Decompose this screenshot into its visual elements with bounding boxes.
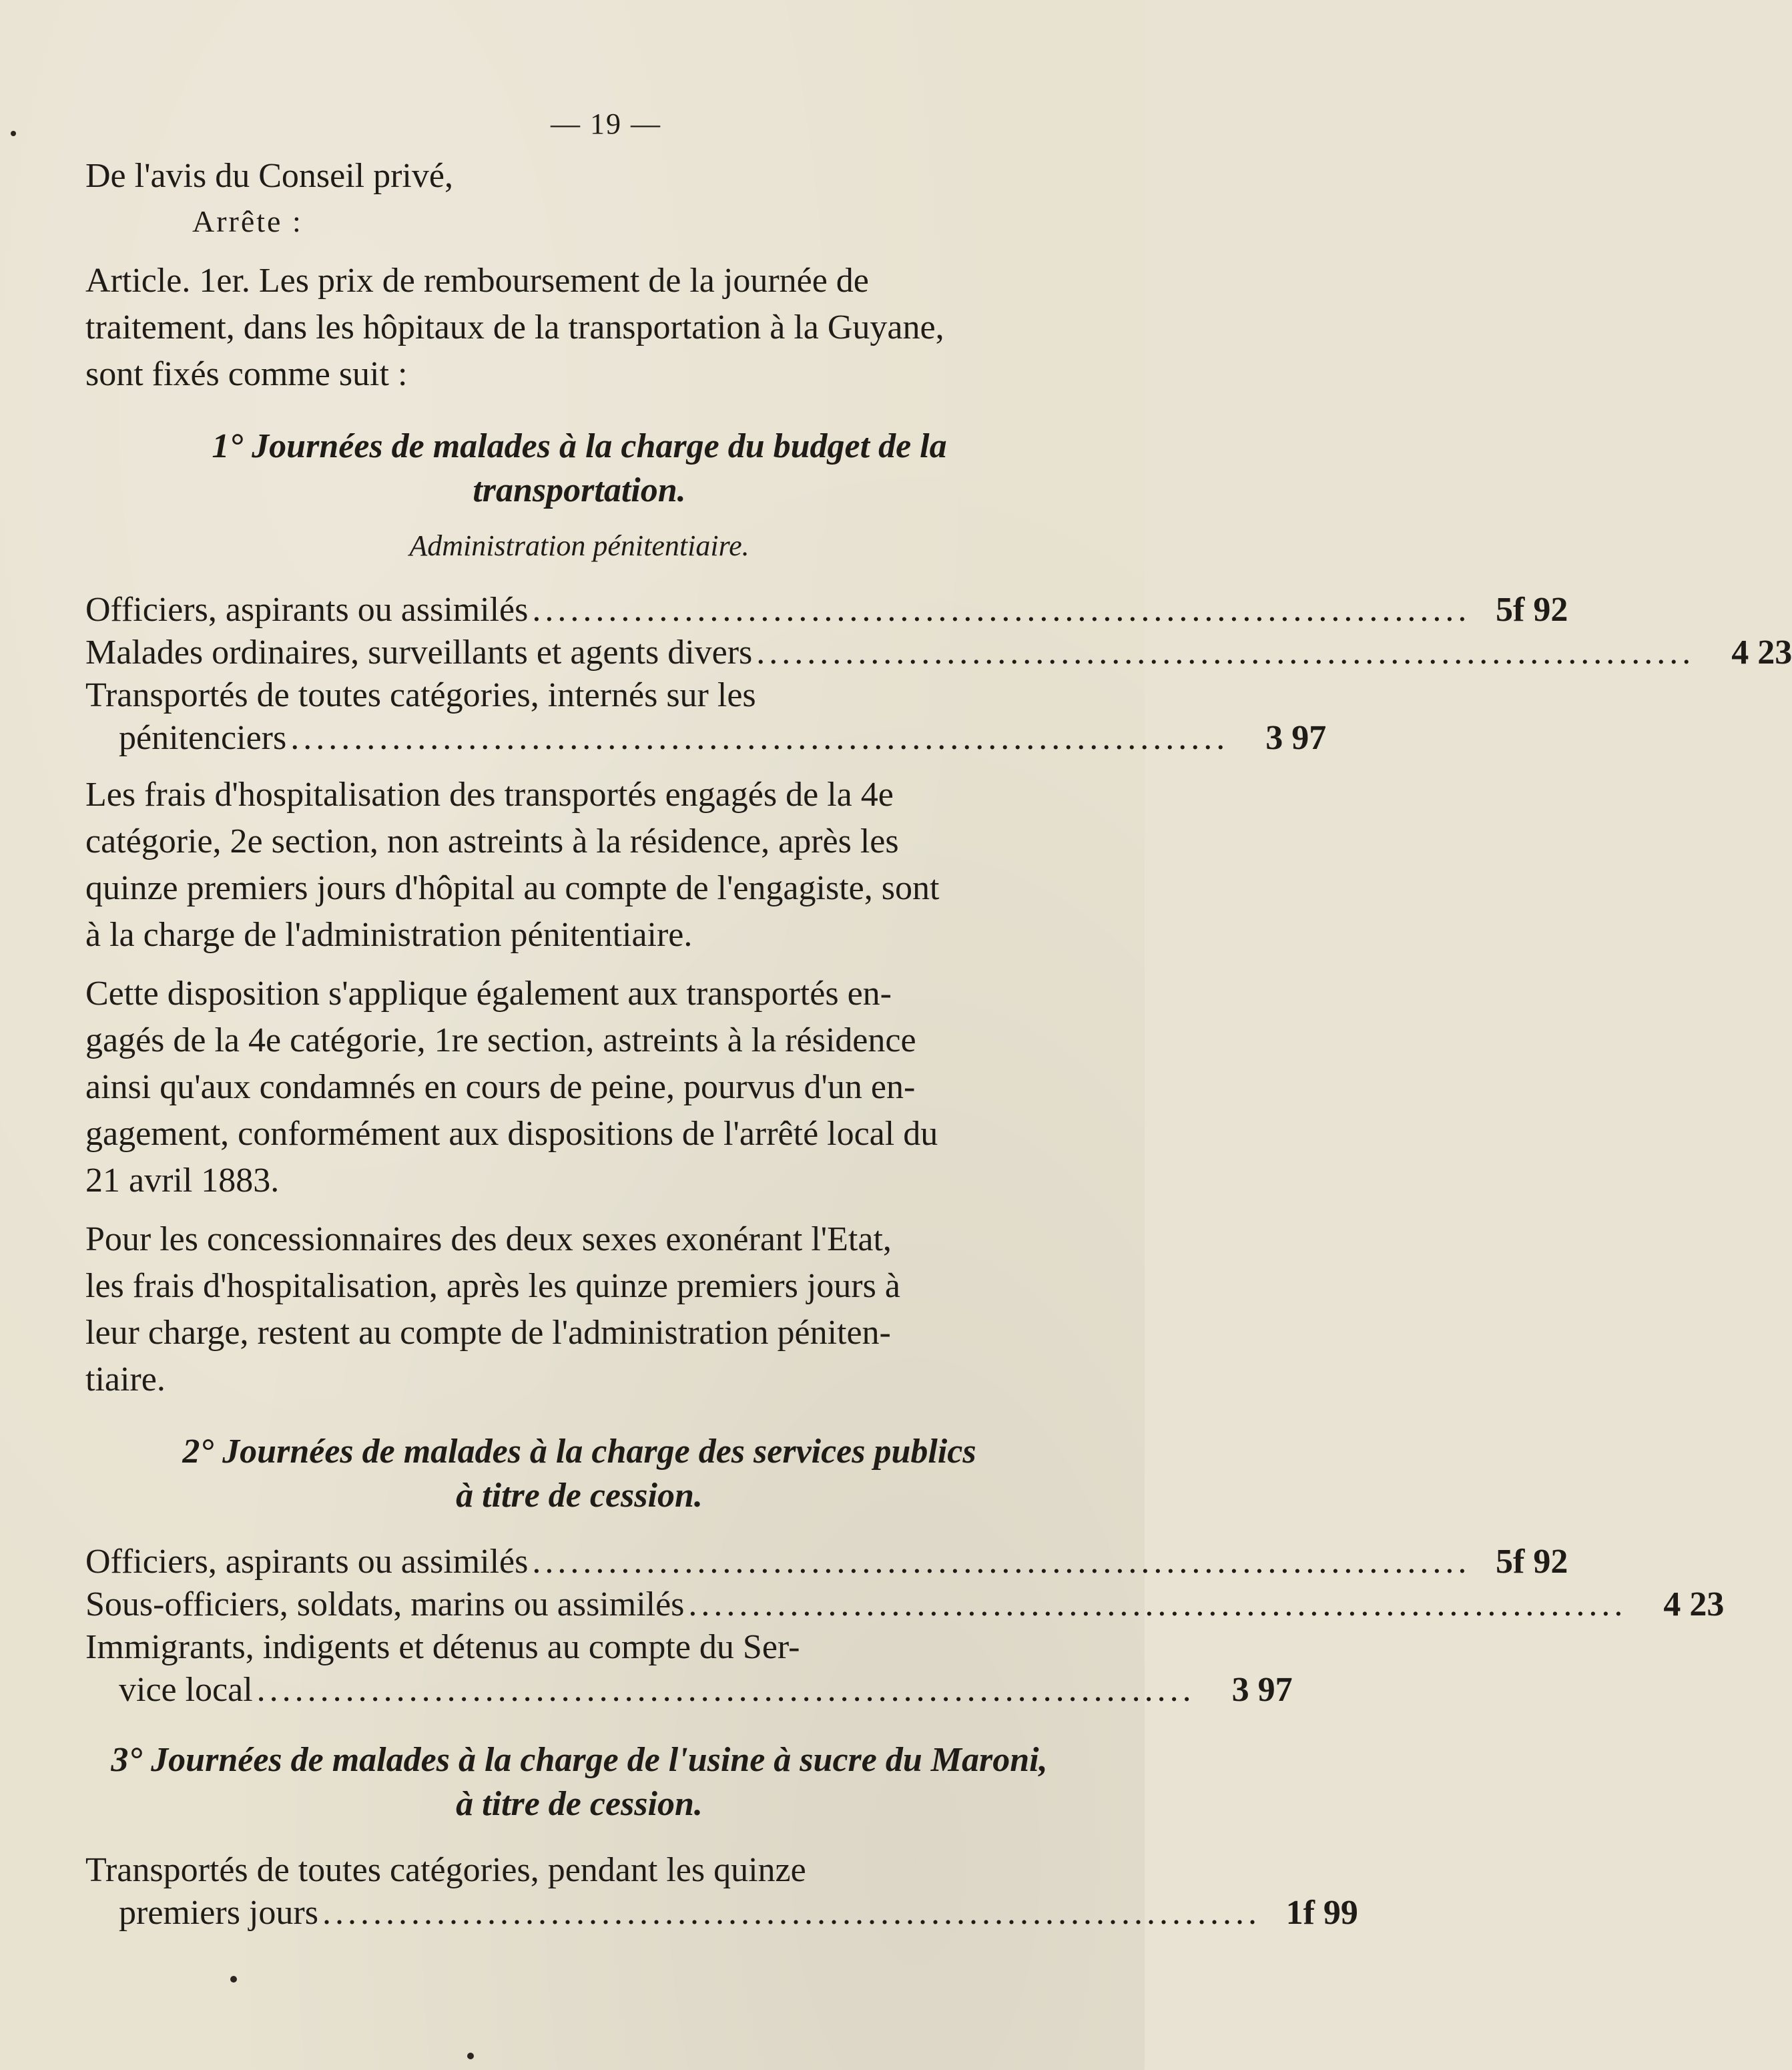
leader-dots: .......................................................................... <box>756 633 1695 672</box>
arrete-heading: Arrête : <box>192 204 303 238</box>
price-row <box>85 717 1327 760</box>
section-2-heading-line: à titre de cession. <box>456 1477 703 1515</box>
section-1-heading-line: transportation. <box>473 471 686 509</box>
price-value: 3 97 <box>1265 719 1327 757</box>
article-paragraph <box>85 258 1073 398</box>
paragraph-line: gagés de la 4e catégorie, 1re section, astreints à la résidence <box>85 1021 916 1059</box>
price-row <box>85 1669 1293 1712</box>
leader-dots: .......................................................................... <box>532 591 1471 629</box>
paragraph-line: leur charge, restent au compte de l'administration péniten- <box>85 1314 891 1352</box>
leader-dots: .......................................................................... <box>688 1585 1627 1623</box>
price-row-first-line <box>85 674 1073 717</box>
price-row-first-line <box>85 1849 1073 1892</box>
paragraph-line: à la charge de l'administration pénitentiaire. <box>85 916 693 954</box>
section-1-heading-line: 1° Journées de malades à la charge du budget de la <box>212 427 947 465</box>
paragraph-line: les frais d'hospitalisation, après les quinze premiers jours à <box>85 1267 900 1305</box>
article-line: Article. 1er. Les prix de remboursement de la journée de <box>85 262 869 300</box>
price-row-label: Officiers, aspirants ou assimilés <box>85 1543 529 1581</box>
price-row-label: Transportés de toutes catégories, pendant les quinze <box>85 1851 806 1889</box>
section-2 <box>85 1430 1725 1712</box>
body-paragraph <box>85 772 1073 959</box>
price-value: 5f 92 <box>1496 1543 1568 1581</box>
price-row <box>85 589 1568 631</box>
price-row-label: Malades ordinaires, surveillants et agents divers <box>85 633 753 672</box>
article-line: sont fixés comme suit : <box>85 355 408 393</box>
page-number: — 19 — <box>551 107 661 140</box>
leader-dots: .......................................................................... <box>532 1543 1471 1581</box>
price-value: 5f 92 <box>1496 591 1568 629</box>
body-paragraph <box>85 1216 1073 1403</box>
section-3-heading-line: 3° Journées de malades à la charge de l'usine à sucre du Maroni, <box>111 1741 1048 1779</box>
section-1 <box>85 425 1792 1403</box>
body-paragraph <box>85 971 1073 1204</box>
price-row-label: Officiers, aspirants ou assimilés <box>85 591 529 629</box>
paragraph-line: catégorie, 2e section, non astreints à la résidence, après les <box>85 822 899 860</box>
paragraph-line: quinze premiers jours d'hôpital au compte de l'engagiste, sont <box>85 869 940 907</box>
price-row <box>85 1892 1358 1934</box>
leader-dots: .......................................................................... <box>290 719 1229 757</box>
intro-line: De l'avis du Conseil privé, <box>85 157 453 195</box>
leader-dots: .......................................................................... <box>322 1894 1261 1932</box>
section-2-heading <box>85 1430 1073 1518</box>
price-row-label: Transportés de toutes catégories, internés sur les <box>85 676 756 714</box>
ink-spot <box>467 2053 474 2059</box>
ink-spot <box>11 131 16 136</box>
paragraph-line: 21 avril 1883. <box>85 1161 280 1200</box>
price-row-label: vice local <box>119 1671 253 1709</box>
price-value: 3 97 <box>1231 1671 1293 1709</box>
section-3-heading <box>85 1738 1073 1826</box>
price-row-first-line <box>85 1626 1073 1669</box>
section-2-heading-line: 2° Journées de malades à la charge des services publics <box>182 1433 976 1471</box>
price-row <box>85 631 1792 674</box>
price-row <box>85 1583 1725 1626</box>
paragraph-line: tiaire. <box>85 1360 166 1398</box>
ink-spot <box>230 1976 237 1983</box>
price-value: 4 23 <box>1663 1585 1725 1623</box>
section-1-heading <box>85 425 1073 513</box>
paragraph-line: gagement, conformément aux dispositions de l'arrêté local du <box>85 1115 938 1153</box>
article-line: traitement, dans les hôpitaux de la transportation à la Guyane, <box>85 308 944 346</box>
paragraph-line: Pour les concessionnaires des deux sexes exonérant l'Etat, <box>85 1220 892 1258</box>
price-row-label: pénitenciers <box>119 719 287 757</box>
section-3 <box>85 1738 1358 1934</box>
paragraph-line: ainsi qu'aux condamnés en cours de peine, pourvus d'un en- <box>85 1068 916 1106</box>
section-1-subheading: Administration pénitentiaire. <box>409 529 750 562</box>
section-3-heading-line: à titre de cession. <box>456 1785 703 1823</box>
price-row-label: Sous-officiers, soldats, marins ou assimilés <box>85 1585 685 1623</box>
price-row <box>85 1541 1568 1583</box>
price-row-label: premiers jours <box>119 1894 318 1932</box>
leader-dots: .......................................................................... <box>256 1671 1195 1709</box>
page-content <box>85 107 1792 1934</box>
paragraph-line: Cette disposition s'applique également aux transportés en- <box>85 975 892 1013</box>
price-value: 1f 99 <box>1285 1894 1358 1932</box>
price-value: 4 23 <box>1731 633 1792 672</box>
price-row-label: Immigrants, indigents et détenus au compte du Ser- <box>85 1628 800 1666</box>
paragraph-line: Les frais d'hospitalisation des transportés engagés de la 4e <box>85 776 894 814</box>
